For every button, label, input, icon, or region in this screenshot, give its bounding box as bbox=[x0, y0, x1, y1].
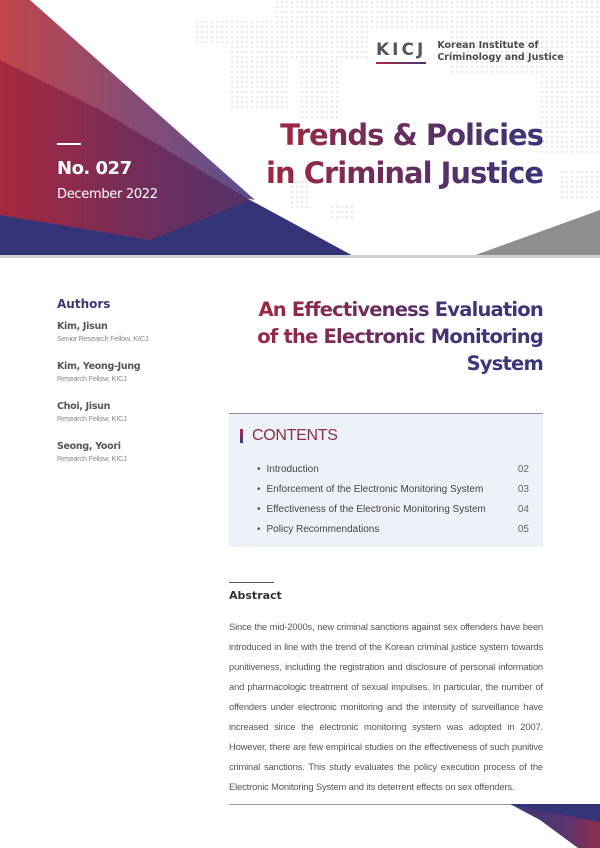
author-name: Kim, Jisun bbox=[57, 321, 108, 332]
logo-underline bbox=[376, 62, 426, 64]
author-entry bbox=[57, 360, 217, 384]
contents-accent-bar bbox=[240, 429, 243, 443]
paper-title: An Effectiveness Evaluation of the Electronic Monitoring System bbox=[243, 296, 543, 377]
authors-section bbox=[57, 297, 217, 480]
contents-item-label: • Effectiveness of the Electronic Monitoring System bbox=[257, 500, 486, 520]
author-name: Kim, Yeong-Jung bbox=[57, 361, 141, 372]
contents-item[interactable] bbox=[257, 500, 529, 520]
logo-institute-name: Korean Institute of Criminology and Justice bbox=[437, 40, 564, 63]
abstract-heading: Abstract bbox=[229, 589, 282, 602]
contents-item-label: • Enforcement of the Electronic Monitoring System bbox=[257, 480, 483, 500]
issue-dash-divider bbox=[57, 143, 81, 145]
contents-box bbox=[229, 413, 543, 547]
issue-number: No. 027 bbox=[57, 158, 132, 179]
cover-header bbox=[0, 0, 600, 257]
contents-item-page: 04 bbox=[517, 504, 529, 515]
kicj-logo bbox=[376, 40, 564, 64]
contents-item[interactable] bbox=[257, 520, 529, 540]
issue-date: December 2022 bbox=[57, 187, 158, 202]
author-entry bbox=[57, 400, 217, 424]
author-role: Senior Research Fellow, KICJ bbox=[57, 334, 149, 343]
contents-list bbox=[257, 460, 529, 540]
footer-rule bbox=[229, 804, 600, 805]
contents-header bbox=[240, 427, 338, 445]
contents-item-page: 02 bbox=[517, 464, 529, 475]
contents-item-page: 05 bbox=[517, 524, 529, 535]
logo-mark: KICJ bbox=[376, 40, 426, 60]
author-name: Seong, Yoori bbox=[57, 441, 121, 452]
contents-item-label: • Introduction bbox=[257, 460, 319, 480]
contents-item[interactable] bbox=[257, 480, 529, 500]
author-name: Choi, Jisun bbox=[57, 401, 111, 412]
author-role: Research Fellow, KICJ bbox=[57, 414, 127, 423]
author-entry bbox=[57, 320, 217, 344]
issue-info bbox=[57, 143, 158, 204]
contents-item-label: • Policy Recommendations bbox=[257, 520, 379, 540]
abstract-body: Since the mid-2000s, new criminal sanctions against sex offenders have been introduced in line with the trend of the Korean criminal justice system towards punitiveness, including the registration and disclosure of personal information and pharmacologic treatment of sexual impulses. In particular, the number of offenders under electronic monitoring and the intensity of surveillance have increased since the electronic monitoring system was adopted in 2007. However, there are few empirical studies on the effectiveness of such punitive criminal sanctions. This study evaluates the policy execution process of the Electronic Monitoring System and its deterrent effects on sex offenders. bbox=[229, 621, 543, 792]
author-role: Research Fellow, KICJ bbox=[57, 374, 127, 383]
authors-heading: Authors bbox=[57, 297, 111, 311]
contents-item[interactable] bbox=[257, 460, 529, 480]
author-role: Research Fellow, KICJ bbox=[57, 454, 127, 463]
publication-title: Trends & Policies in Criminal Justice bbox=[266, 118, 543, 190]
contents-heading: CONTENTS bbox=[252, 427, 338, 444]
author-entry bbox=[57, 440, 217, 464]
header-bottom-rule bbox=[0, 255, 600, 258]
contents-item-page: 03 bbox=[517, 484, 529, 495]
abstract-rule bbox=[229, 582, 274, 583]
